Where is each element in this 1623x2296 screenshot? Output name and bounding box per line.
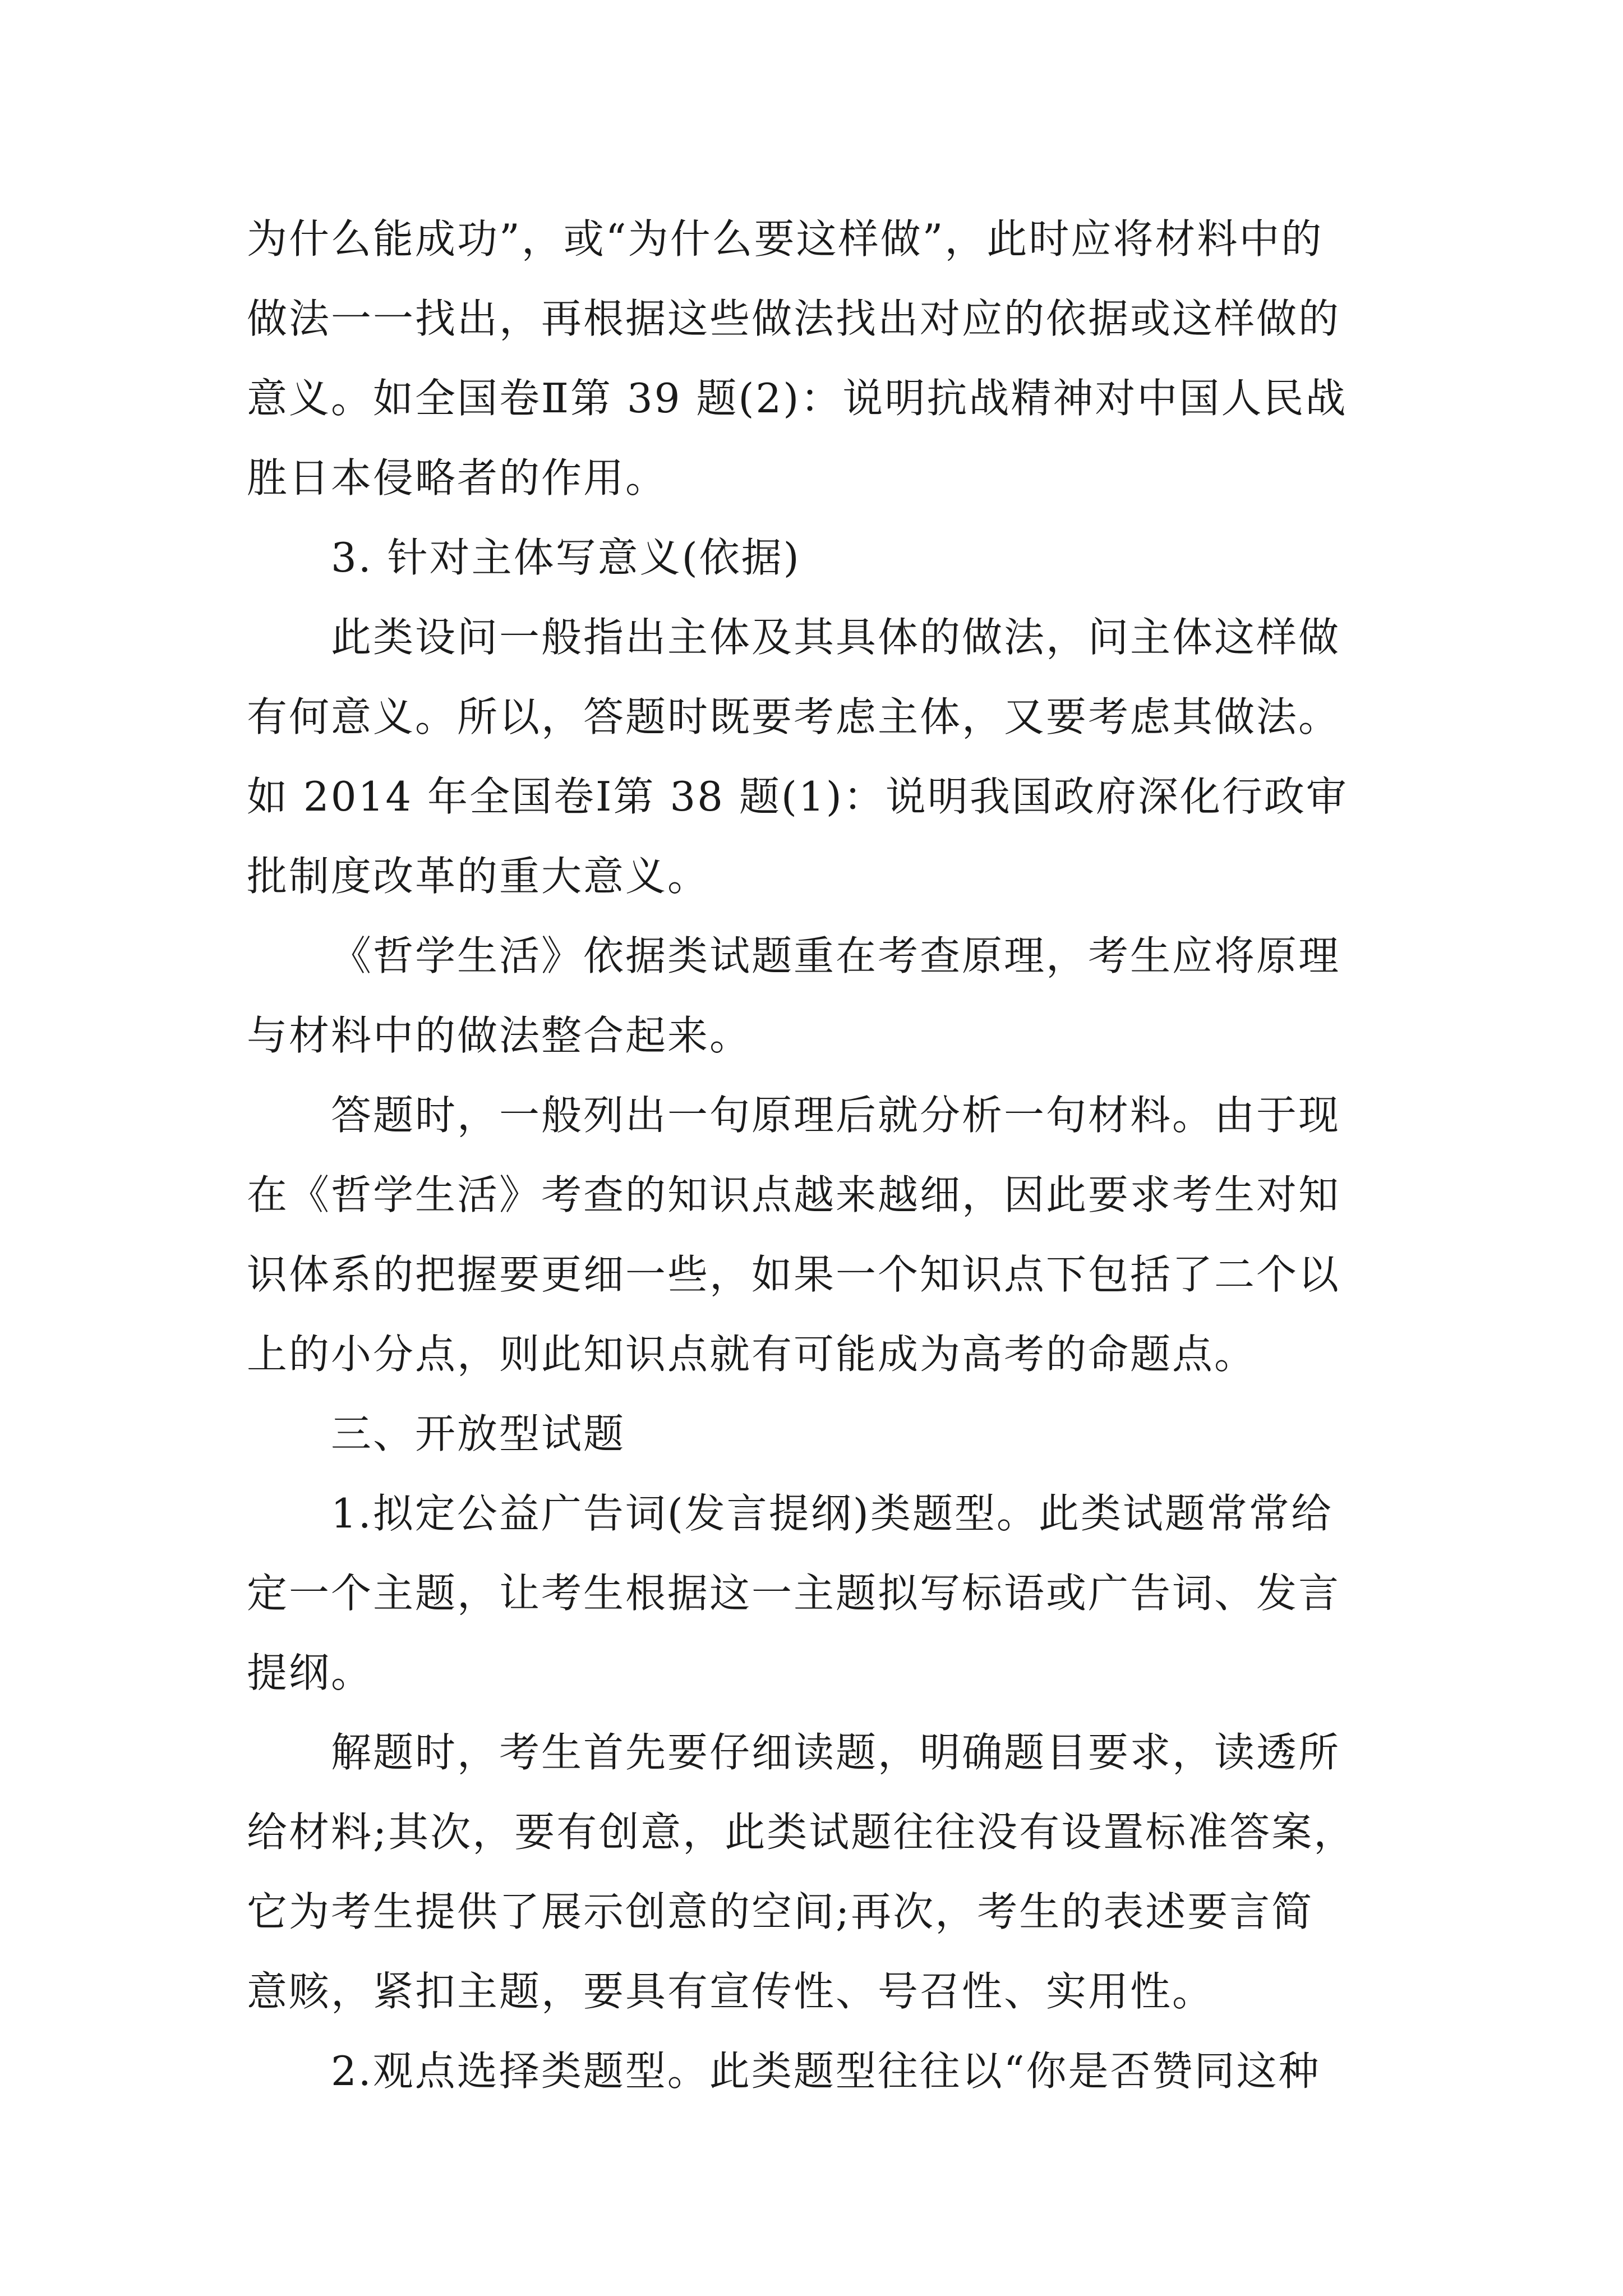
document-body — [247, 199, 1391, 2111]
text-line: 提纲。 — [247, 1649, 374, 1696]
text-line: 上的小分点，则此知识点就有可能成为高考的命题点。 — [247, 1331, 1257, 1378]
text-line: 在《哲学生活》考查的知识点越来越细，因此要求考生对知 — [247, 1171, 1341, 1218]
text-line: 识体系的把握要更细一些，如果一个知识点下包括了二个以 — [247, 1251, 1341, 1298]
text-line: 有何意义。所以，答题时既要考虑主体，又要考虑其做法。 — [247, 693, 1341, 740]
section-heading: 3. 针对主体写意义(依据) — [331, 534, 801, 581]
text-line: 为什么能成功”，或“为什么要这样做”，此时应将材料中的 — [247, 215, 1324, 263]
text-line: 此类设问一般指出主体及其具体的做法，问主体这样做 — [331, 614, 1341, 661]
text-line: 胜日本侵略者的作用。 — [247, 454, 668, 501]
text-line: 它为考生提供了展示创意的空间;再次，考生的表述要言简 — [247, 1888, 1314, 1935]
text-line: 做法一一找出，再根据这些做法找出对应的依据或这样做的 — [247, 295, 1341, 342]
text-line: 意赅，紧扣主题，要具有宣传性、号召性、实用性。 — [247, 1968, 1215, 2015]
text-line: 1.拟定公益广告词(发言提纲)类题型。此类试题常常给 — [331, 1490, 1333, 1537]
text-line: 与材料中的做法整合起来。 — [247, 1012, 752, 1059]
text-line: 答题时，一般列出一句原理后就分析一句材料。由于现 — [331, 1092, 1341, 1139]
text-line: 批制度改革的重大意义。 — [247, 853, 710, 900]
text-line: 定一个主题，让考生根据这一主题拟写标语或广告词、发言 — [247, 1570, 1341, 1617]
text-line: 意义。如全国卷Ⅱ第 39 题(2)：说明抗战精神对中国人民战 — [247, 375, 1348, 422]
text-line: 给材料;其次，要有创意，此类试题往往没有设置标准答案， — [247, 1809, 1356, 1856]
text-line: 解题时，考生首先要仔细读题，明确题目要求，读透所 — [331, 1729, 1341, 1776]
text-line: 如 2014 年全国卷Ⅰ第 38 题(1)：说明我国政府深化行政审 — [247, 773, 1348, 820]
text-line: 2.观点选择类题型。此类题型往往以“你是否赞同这种 — [331, 2047, 1321, 2095]
text-line: 《哲学生活》依据类试题重在考查原理，考生应将原理 — [331, 932, 1341, 979]
section-heading: 三、开放型试题 — [331, 1410, 626, 1457]
